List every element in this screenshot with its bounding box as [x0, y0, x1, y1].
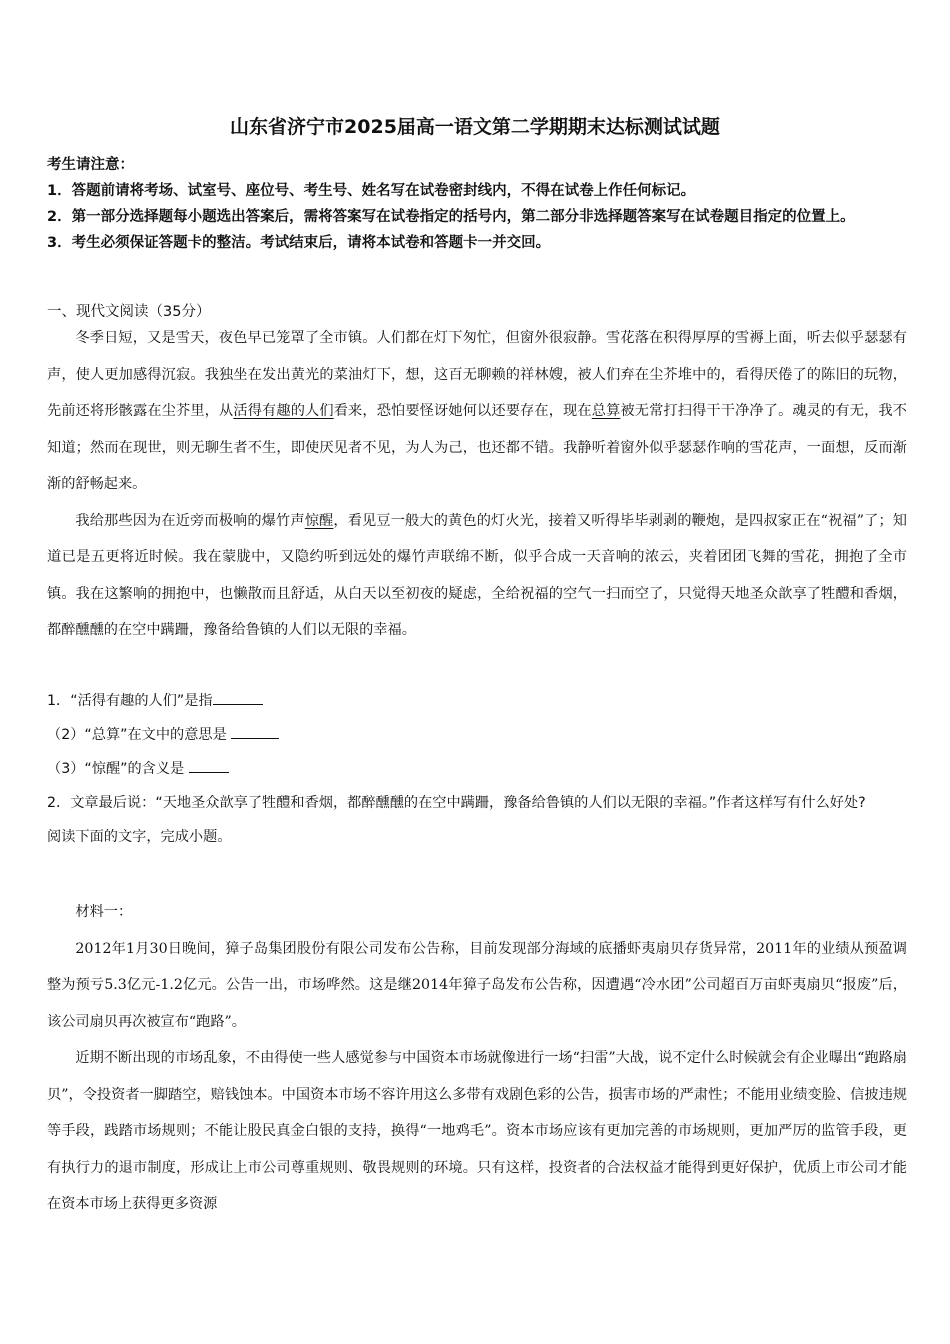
material-one: [47, 894, 907, 1223]
material-label: 材料一：: [75, 904, 133, 920]
question-1-2: （2）“总算”在文中的意思是: [47, 718, 907, 752]
material-paragraph: 2012年1月30日晚间，獐子岛集团股份有限公司发布公告称，目前发现部分海域的底播虾夷扇贝存货异常，2011年的业绩从预盈调整为预亏5.3亿元-1.2亿元。公告一出，市场哗然。这是继2014年獐子岛发布公告称，因遭遇“冷水团”公司超百万亩虾夷扇贝“报废”后，该公司扇贝再次被宣布“跑路”。: [47, 940, 907, 1030]
underlined-phrase: 惊醒: [304, 512, 334, 529]
answer-blank[interactable]: [189, 758, 229, 773]
question-2: 2．文章最后说：“天地圣众歆享了牲醴和香烟，都醉醺醺的在空中蹒跚，豫备给鲁镇的人们以无限的幸福。”作者这样写有什么好处?: [47, 795, 866, 811]
reading-passage: [47, 320, 907, 649]
notice-item: 3．考生必须保证答题卡的整洁。考试结束后，请将本试卷和答题卡一并交回。: [47, 235, 551, 251]
reading-instruction: 阅读下面的文字，完成小题。: [47, 829, 232, 845]
question-1: 1．“活得有趣的人们”是指: [47, 684, 907, 718]
answer-blank[interactable]: [213, 690, 263, 705]
section-heading: 一、现代文阅读（35分）: [47, 304, 211, 320]
answer-blank[interactable]: [231, 724, 279, 739]
passage-paragraph: 冬季日短，又是雪天，夜色早已笼罩了全市镇。人们都在灯下匆忙，但窗外很寂静。雪花落在积得厚厚的雪褥上面，听去似乎瑟瑟有声，使人更加感得沉寂。我独坐在发出黄光的菜油灯下，想，这百无聊赖的祥林嫂，被人们弃在尘芥堆中的，看得厌倦了的陈旧的玩物，先前还将形骸露在尘芥里，从活得有趣的人们看来，恐怕要怪讶她何以还要存在，现在总算被无常打扫得干干净净了。魂灵的有无，我不知道；然而在现世，则无聊生者不生，即使厌见者不见，为人为己，也还都不错。我静听着窗外似乎瑟瑟作响的雪花声，一面想，反而渐渐的舒畅起来。: [47, 330, 907, 492]
underlined-phrase: 活得有趣的人们: [233, 403, 334, 419]
candidate-notice: [47, 152, 907, 256]
notice-item: 1．答题前请将考场、试室号、座位号、考生号、姓名写在试卷密封线内，不得在试卷上作任何标记。: [47, 183, 696, 199]
question-1-3: （3）“惊醒”的含义是: [47, 752, 907, 786]
notice-item: 2．第一部分选择题每小题选出答案后，需将答案写在试卷指定的括号内，第二部分非选择题答案写在试卷题目指定的位置上。: [47, 209, 855, 225]
underlined-phrase: 总算: [591, 403, 621, 419]
exam-title: 山东省济宁市2025届高一语文第二学期期末达标测试试题: [230, 116, 720, 138]
material-paragraph: 近期不断出现的市场乱象，不由得使一些人感觉参与中国资本市场就像进行一场“扫雷”大战，说不定什么时候就会有企业曝出“跑路扇贝”，令投资者一脚踏空，赔钱蚀本。中国资本市场不容许用这么多带有戏剧色彩的公告，损害市场的严肃性；不能用业绩变脸、信披违规等手段，践踏市场规则；不能让股民真金白银的支持，换得“一地鸡毛”。资本市场应该有更加完善的市场规则，更加严厉的监管手段，更有执行力的退市制度，形成让上市公司尊重规则、敬畏规则的环境。只有这样，投资者的合法权益才能得到更好保护，优质上市公司才能在资本市场上获得更多资源: [47, 1050, 907, 1212]
questions-block: [47, 684, 907, 854]
notice-heading: 考生请注意：: [47, 157, 134, 173]
passage-paragraph: 我给那些因为在近旁而极响的爆竹声惊醒，看见豆一般大的黄色的灯火光，接着又听得毕毕剥剥的鞭炮，是四叔家正在“祝福”了；知道已是五更将近时候。我在蒙胧中，又隐约听到远处的爆竹声联绵不断，似乎合成一天音响的浓云，夹着团团飞舞的雪花，拥抱了全市镇。我在这繁响的拥抱中，也懒散而且舒适，从白天以至初夜的疑虑，全给祝福的空气一扫而空了，只觉得天地圣众歆享了牲醴和香烟，都醉醺醺的在空中蹒跚，豫备给鲁镇的人们以无限的幸福。: [47, 512, 907, 638]
